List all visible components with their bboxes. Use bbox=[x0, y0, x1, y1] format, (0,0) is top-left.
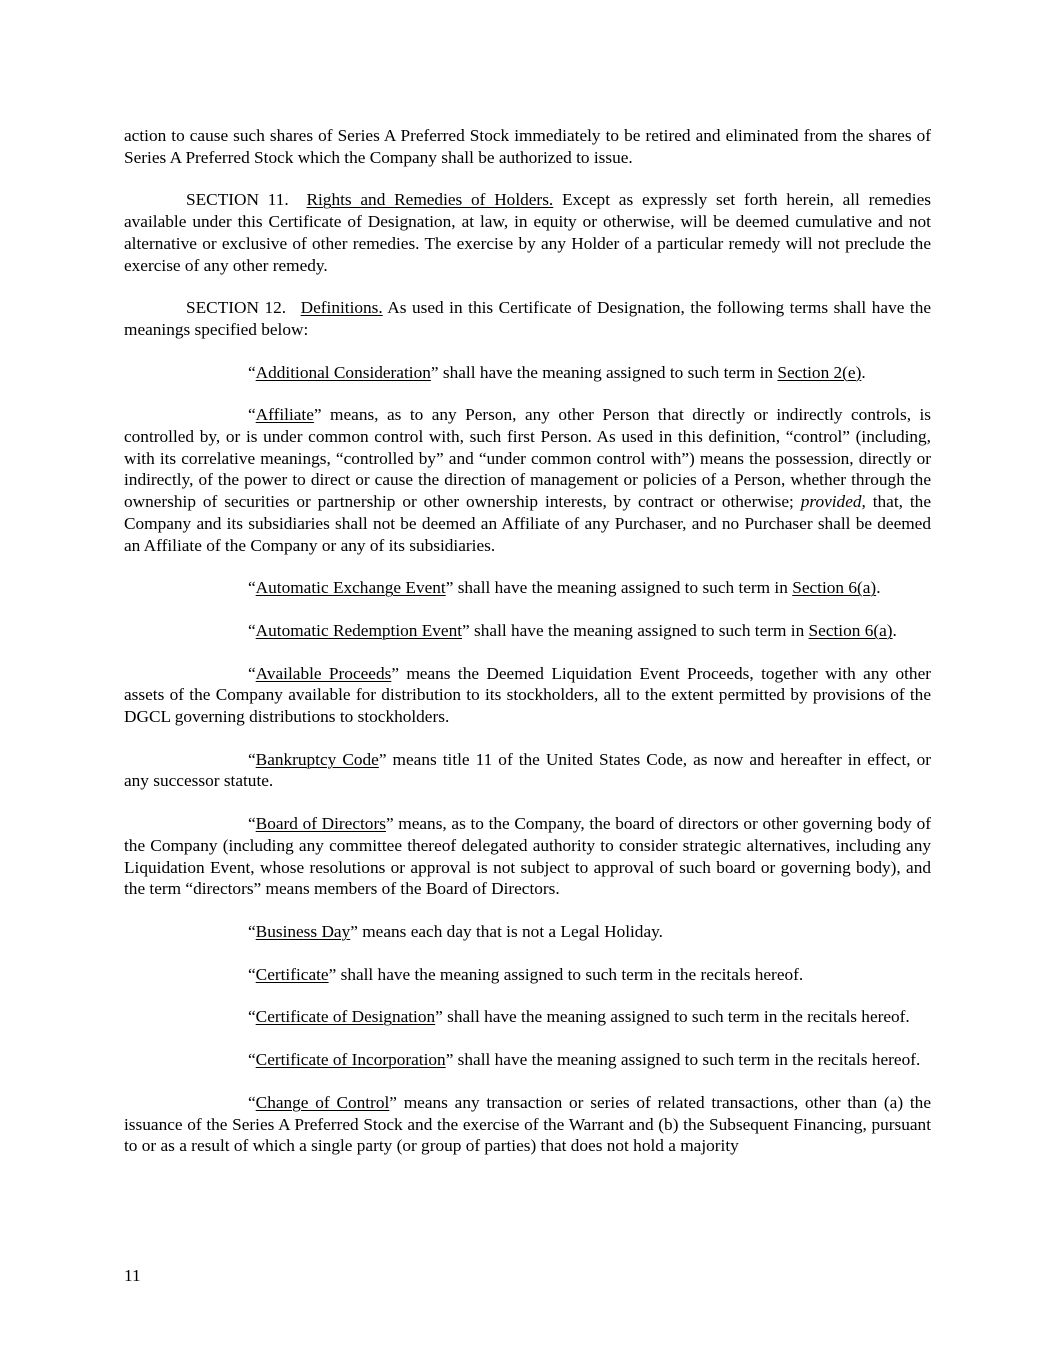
defined-term: Certificate of Incorporation bbox=[255, 1050, 446, 1070]
definition-text: ” means any transaction or series of related transactions, other than (a) the issuance of the Series A Preferred Stock and the exercise of the Warrant and (b) the Subsequent Financing, pursuant to or as a result of which a single party (or group of parties) that does not hold a majority bbox=[124, 1092, 931, 1156]
defined-term: Bankruptcy Code bbox=[255, 749, 379, 769]
definition-text: ” shall have the meaning assigned to such term in the recitals hereof. bbox=[328, 964, 804, 984]
defined-term: Automatic Redemption Event bbox=[255, 620, 463, 640]
defined-term: Additional Consideration bbox=[255, 362, 431, 382]
definition-text: ” shall have the meaning assigned to such term in bbox=[462, 620, 809, 640]
section-reference: Section 6(a) bbox=[808, 620, 893, 640]
definition-text: ” means, as to the Company, the board of directors or other governing body of the Company (including any committee thereof delegated authority to consider strategic alternatives, including any Liquidation Event, whose resolutions or approval is not subject to approval of such board or governing body), and the term “directors” means members of the Board of Directors. bbox=[124, 814, 931, 899]
definition-text: ” means the Deemed Liquidation Event Proceeds, together with any other assets of the Company available for distribution to its stockholders, all to the extent permitted by provisions of the DGCL governing distributions to stockholders. bbox=[124, 663, 931, 727]
section-12-heading: Definitions. bbox=[300, 298, 383, 318]
definition-text: ” shall have the meaning assigned to such term in bbox=[445, 578, 793, 598]
paragraph-carryover bbox=[124, 125, 931, 168]
document-body bbox=[124, 125, 931, 1157]
defined-term: Certificate of Designation bbox=[255, 1007, 436, 1027]
defined-term: Business Day bbox=[255, 921, 351, 941]
definition-business-day: “Business Day” means each day that is not a Legal Holiday. bbox=[248, 921, 663, 941]
section-12 bbox=[124, 297, 931, 340]
section-12-number: SECTION 12. bbox=[186, 298, 287, 318]
definition-additional-consideration: “Additional Consideration” shall have the meaning assigned to such term in Section 2(e). bbox=[248, 362, 866, 382]
definition-end: . bbox=[892, 620, 897, 640]
section-11-heading: Rights and Remedies of Holders. bbox=[306, 190, 554, 210]
defined-term: Available Proceeds bbox=[255, 663, 392, 683]
definition-end: . bbox=[876, 578, 881, 598]
section-reference: Section 2(e) bbox=[777, 362, 862, 382]
definition-bankruptcy-code: “Bankruptcy Code” means title 11 of the United States Code, as now and hereafter in effect, or any successor statute. bbox=[124, 749, 931, 791]
defined-term: Automatic Exchange Event bbox=[255, 578, 446, 598]
definition-text: ” means each day that is not a Legal Holiday. bbox=[350, 921, 663, 941]
defined-term: Certificate bbox=[255, 964, 329, 984]
definition-text-continued: , that, the Company and its subsidiaries shall not be deemed an Affiliate of any Purchaser, and no Purchaser shall be deemed an Affiliate of the Company or any of its subsidiaries. bbox=[124, 492, 931, 555]
definition-board-of-directors: “Board of Directors” means, as to the Company, the board of directors or other governing body of the Company (including any committee thereof delegated authority to consider strategic alternatives, including any Liquidation Event, whose resolutions or approval is not subject to approval of such board or governing body), and the term “directors” means members of the Board of Directors. bbox=[124, 814, 931, 899]
section-reference: Section 6(a) bbox=[792, 578, 877, 598]
carryover-text: action to cause such shares of Series A Preferred Stock immediately to be retired and eliminated from the shares of Series A Preferred Stock which the Company shall be authorized to issue. bbox=[124, 126, 931, 167]
definition-text: ” shall have the meaning assigned to such term in the recitals hereof. bbox=[445, 1050, 921, 1070]
definition-text: ” means, as to any Person, any other Person that directly or indirectly controls, is controlled by, or is under common control with, such first Person. As used in this definition, “control” (including, with its correlative meanings, “controlled by” and “under common control with”) means the possession, directly or indirectly, of the power to direct or cause the direction of management or policies of a Person, whether through the ownership of securities or partnership or other ownership interests, by contract or otherwise; bbox=[124, 405, 931, 512]
defined-term: Affiliate bbox=[255, 405, 314, 425]
section-11-text: Except as expressly set forth herein, all remedies available under this Certificate of Designation, at law, in equity or otherwise, will be deemed cumulative and not alternative or exclusive of other remedies. The exercise by any Holder of a particular remedy will not preclude the exercise of any other remedy. bbox=[124, 190, 932, 275]
definition-certificate-of-designation: “Certificate of Designation” shall have the meaning assigned to such term in the recitals hereof. bbox=[248, 1007, 910, 1027]
definition-text: ” shall have the meaning assigned to such term in the recitals hereof. bbox=[435, 1007, 910, 1027]
definition-certificate-of-incorporation: “Certificate of Incorporation” shall have the meaning assigned to such term in the recitals hereof. bbox=[248, 1050, 921, 1070]
defined-term: Change of Control bbox=[255, 1092, 390, 1112]
definition-end: . bbox=[861, 362, 866, 382]
definition-change-of-control: “Change of Control” means any transaction or series of related transactions, other than (a) the issuance of the Series A Preferred Stock and the exercise of the Warrant and (b) the Subsequent Financing, pursuant to or as a result of which a single party (or group of parties) that does not hold a majority bbox=[124, 1092, 931, 1156]
definition-automatic-exchange-event: “Automatic Exchange Event” shall have the meaning assigned to such term in Section 6(a). bbox=[248, 578, 881, 598]
definition-automatic-redemption-event: “Automatic Redemption Event” shall have the meaning assigned to such term in Section 6(a). bbox=[248, 620, 897, 640]
definition-text: ” means title 11 of the United States Code, as now and hereafter in effect, or any successor statute. bbox=[124, 749, 931, 791]
definition-available-proceeds: “Available Proceeds” means the Deemed Liquidation Event Proceeds, together with any other assets of the Company available for distribution to its stockholders, all to the extent permitted by provisions of the DGCL governing distributions to stockholders. bbox=[124, 663, 931, 727]
defined-term: Board of Directors bbox=[255, 814, 386, 834]
definition-certificate: “Certificate” shall have the meaning assigned to such term in the recitals hereof. bbox=[248, 964, 804, 984]
definition-italic: provided bbox=[800, 492, 862, 512]
definition-text: ” shall have the meaning assigned to such term in bbox=[430, 362, 778, 382]
section-12-text: As used in this Certificate of Designation, the following terms shall have the meanings specified below: bbox=[124, 298, 932, 339]
page-number: 11 bbox=[124, 1266, 141, 1285]
section-11-number: SECTION 11. bbox=[186, 190, 289, 210]
definition-affiliate: “Affiliate” means, as to any Person, any other Person that directly or indirectly controls, is controlled by, or is under common control with, such first Person. As used in this definition, “control” (including, with its correlative meanings, “controlled by” and “under common control with”) means the possession, directly or indirectly, of the power to direct or cause the direction of management or policies of a Person, whether through the ownership of securities or partnership or other ownership interests, by contract or otherwise; provided, that, the Company and its subsidiaries shall not be deemed an Affiliate of any Purchaser, and no Purchaser shall be deemed an Affiliate of the Company or any of its subsidiaries. bbox=[124, 405, 931, 555]
section-11 bbox=[124, 189, 931, 276]
